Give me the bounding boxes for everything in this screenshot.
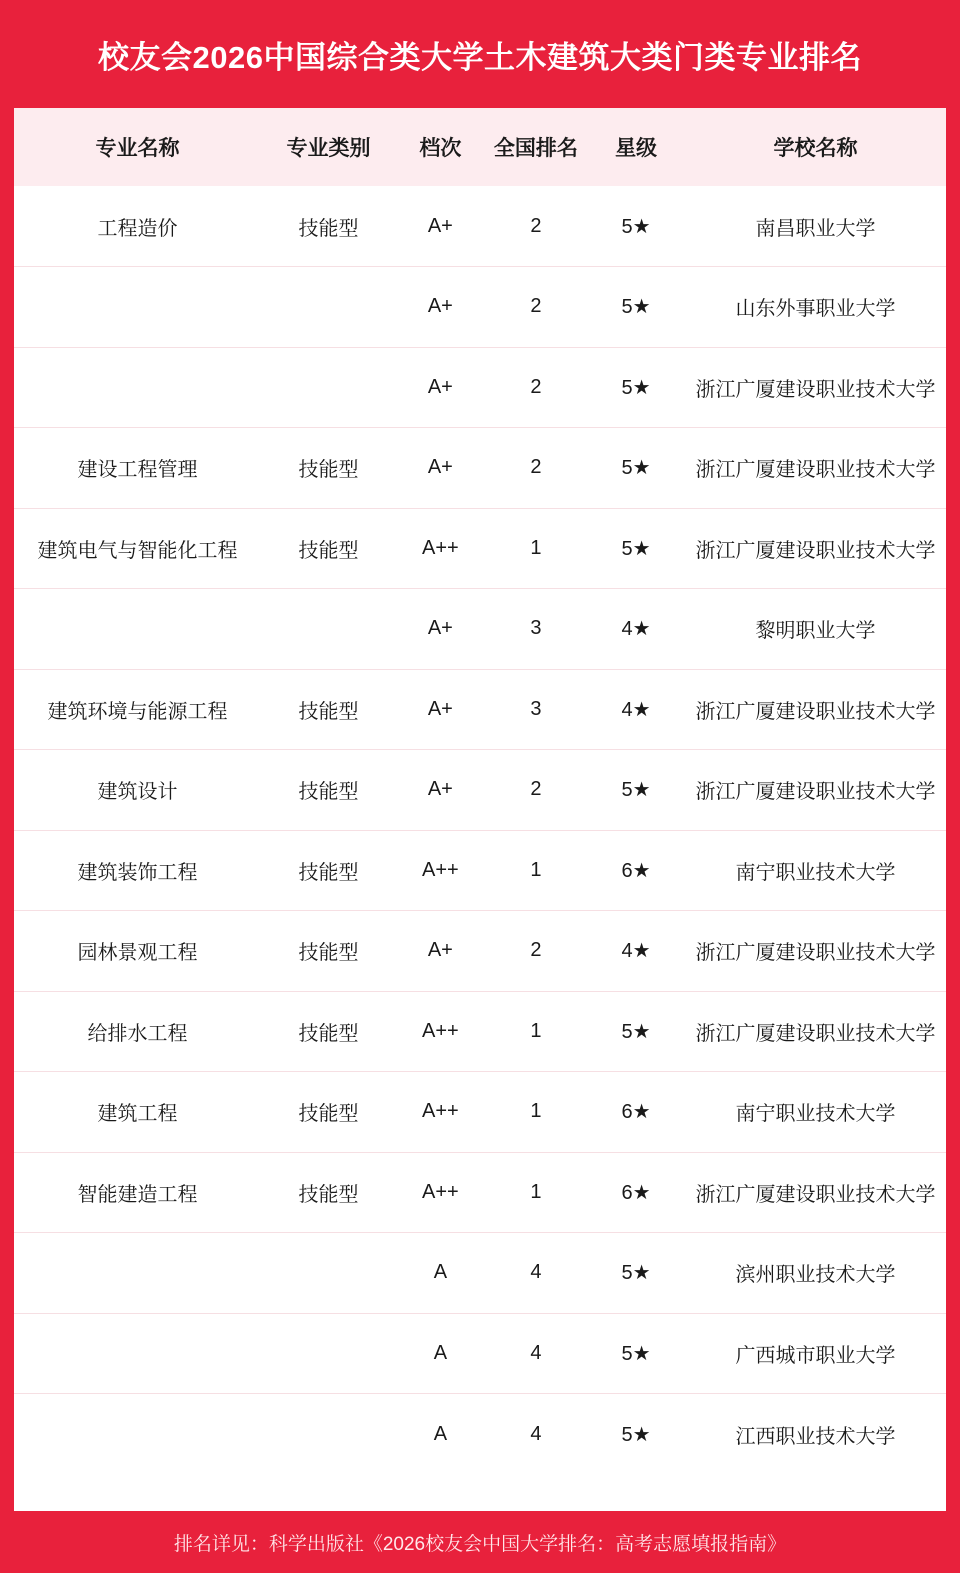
table-header-row bbox=[14, 108, 946, 186]
page-footer bbox=[14, 1511, 946, 1573]
column-header-school: 学校名称 bbox=[773, 137, 858, 160]
table-row bbox=[14, 186, 946, 267]
footer-note: 排名详见：科学出版社《2026校友会中国大学排名：高考志愿填报指南》 bbox=[173, 1533, 787, 1555]
cell-school: 浙江广厦建设职业技术大学 bbox=[695, 1022, 936, 1045]
cell-star: 5★ bbox=[621, 457, 651, 480]
cell-tier: A+ bbox=[427, 375, 453, 398]
cell-school: 浙江广厦建设职业技术大学 bbox=[695, 942, 936, 965]
cell-school: 南宁职业技术大学 bbox=[735, 861, 896, 884]
cell-rank: 2 bbox=[530, 295, 542, 318]
cell-major: 建筑设计 bbox=[97, 781, 178, 804]
cell-tier: A bbox=[433, 1261, 448, 1284]
cell-rank: 4 bbox=[530, 1341, 542, 1364]
cell-rank: 1 bbox=[530, 1180, 542, 1203]
cell-category bbox=[261, 347, 396, 428]
cell-major: 建筑装饰工程 bbox=[77, 861, 198, 884]
column-header-rank: 全国排名 bbox=[493, 137, 578, 160]
cell-major: 建筑工程 bbox=[97, 1103, 178, 1126]
cell-rank: 2 bbox=[530, 939, 542, 962]
ranking-table bbox=[14, 108, 946, 1474]
cell-tier: A++ bbox=[422, 858, 459, 881]
table-row bbox=[14, 1072, 946, 1153]
table-row bbox=[14, 267, 946, 348]
table-row bbox=[14, 428, 946, 509]
cell-category: 技能型 bbox=[298, 217, 359, 240]
cell-tier: A+ bbox=[427, 456, 453, 479]
table-head bbox=[14, 108, 946, 186]
cell-tier: A++ bbox=[422, 1019, 459, 1042]
cell-tier: A+ bbox=[427, 697, 453, 720]
table-row bbox=[14, 669, 946, 750]
cell-star: 5★ bbox=[621, 1020, 651, 1043]
cell-major: 工程造价 bbox=[97, 217, 178, 240]
table-body bbox=[14, 186, 946, 1474]
cell-tier: A++ bbox=[422, 1180, 459, 1203]
cell-major: 建设工程管理 bbox=[77, 459, 198, 482]
column-header-star: 星级 bbox=[615, 137, 658, 160]
cell-school: 南宁职业技术大学 bbox=[735, 1103, 896, 1126]
cell-rank: 2 bbox=[530, 214, 542, 237]
cell-star: 5★ bbox=[621, 779, 651, 802]
cell-star: 4★ bbox=[621, 618, 651, 641]
cell-category bbox=[261, 1394, 396, 1475]
cell-star: 6★ bbox=[621, 859, 651, 882]
cell-category: 技能型 bbox=[298, 700, 359, 723]
cell-star: 5★ bbox=[621, 537, 651, 560]
cell-tier: A++ bbox=[422, 1100, 459, 1123]
table-row bbox=[14, 911, 946, 992]
cell-category: 技能型 bbox=[298, 1183, 359, 1206]
table-row bbox=[14, 508, 946, 589]
cell-tier: A+ bbox=[427, 617, 453, 640]
cell-major bbox=[14, 267, 261, 348]
cell-category: 技能型 bbox=[298, 459, 359, 482]
ranking-table-container bbox=[14, 108, 946, 1511]
cell-category: 技能型 bbox=[298, 781, 359, 804]
table-row bbox=[14, 1152, 946, 1233]
cell-star: 5★ bbox=[621, 1262, 651, 1285]
cell-rank: 3 bbox=[530, 697, 542, 720]
cell-major bbox=[14, 1233, 261, 1314]
cell-star: 5★ bbox=[621, 1342, 651, 1365]
cell-major bbox=[14, 1394, 261, 1475]
cell-school: 山东外事职业大学 bbox=[735, 298, 896, 321]
cell-major bbox=[14, 1313, 261, 1394]
cell-category: 技能型 bbox=[298, 539, 359, 562]
cell-rank: 3 bbox=[530, 617, 542, 640]
cell-major: 建筑环境与能源工程 bbox=[47, 700, 228, 723]
cell-school: 南昌职业大学 bbox=[755, 217, 876, 240]
cell-tier: A+ bbox=[427, 214, 453, 237]
cell-rank: 1 bbox=[530, 1100, 542, 1123]
cell-school: 浙江广厦建设职业技术大学 bbox=[695, 700, 936, 723]
cell-school: 浙江广厦建设职业技术大学 bbox=[695, 1183, 936, 1206]
cell-star: 5★ bbox=[621, 1423, 651, 1446]
cell-star: 6★ bbox=[621, 1101, 651, 1124]
cell-school: 浙江广厦建设职业技术大学 bbox=[695, 539, 936, 562]
cell-tier: A+ bbox=[427, 778, 453, 801]
table-row bbox=[14, 1313, 946, 1394]
cell-rank: 2 bbox=[530, 778, 542, 801]
cell-school: 浙江广厦建设职业技术大学 bbox=[695, 459, 936, 482]
cell-major: 建筑电气与智能化工程 bbox=[37, 539, 238, 562]
cell-major: 给排水工程 bbox=[87, 1022, 188, 1045]
table-row bbox=[14, 830, 946, 911]
page-title: 校友会2026中国综合类大学土木建筑大类门类专业排名 bbox=[98, 39, 862, 75]
cell-category bbox=[261, 267, 396, 348]
cell-major bbox=[14, 347, 261, 428]
cell-category bbox=[261, 1233, 396, 1314]
cell-tier: A+ bbox=[427, 295, 453, 318]
table-row bbox=[14, 589, 946, 670]
cell-school: 滨州职业技术大学 bbox=[735, 1264, 896, 1287]
cell-tier: A++ bbox=[422, 536, 459, 559]
cell-school: 广西城市职业大学 bbox=[735, 1344, 896, 1367]
cell-star: 5★ bbox=[621, 215, 651, 238]
cell-rank: 1 bbox=[530, 858, 542, 881]
cell-star: 5★ bbox=[621, 376, 651, 399]
table-row bbox=[14, 991, 946, 1072]
cell-category: 技能型 bbox=[298, 1022, 359, 1045]
cell-category: 技能型 bbox=[298, 861, 359, 884]
table-row bbox=[14, 750, 946, 831]
column-header-major: 专业名称 bbox=[95, 137, 180, 160]
table-row bbox=[14, 1233, 946, 1314]
cell-category: 技能型 bbox=[298, 1103, 359, 1126]
cell-category bbox=[261, 1313, 396, 1394]
cell-category bbox=[261, 589, 396, 670]
cell-rank: 1 bbox=[530, 536, 542, 559]
cell-major: 园林景观工程 bbox=[77, 942, 198, 965]
cell-rank: 1 bbox=[530, 1019, 542, 1042]
cell-rank: 2 bbox=[530, 375, 542, 398]
table-row bbox=[14, 1394, 946, 1475]
cell-star: 6★ bbox=[621, 1181, 651, 1204]
column-header-category: 专业类别 bbox=[286, 137, 371, 160]
page-header bbox=[14, 0, 946, 108]
cell-tier: A bbox=[433, 1422, 448, 1445]
cell-major bbox=[14, 589, 261, 670]
cell-star: 4★ bbox=[621, 698, 651, 721]
column-header-tier: 档次 bbox=[419, 137, 462, 160]
cell-major: 智能建造工程 bbox=[77, 1183, 198, 1206]
cell-rank: 4 bbox=[530, 1422, 542, 1445]
cell-rank: 2 bbox=[530, 456, 542, 479]
table-row bbox=[14, 347, 946, 428]
cell-school: 黎明职业大学 bbox=[755, 620, 876, 643]
cell-school: 浙江广厦建设职业技术大学 bbox=[695, 781, 936, 804]
cell-school: 浙江广厦建设职业技术大学 bbox=[695, 378, 936, 401]
cell-category: 技能型 bbox=[298, 942, 359, 965]
cell-rank: 4 bbox=[530, 1261, 542, 1284]
cell-tier: A+ bbox=[427, 939, 453, 962]
cell-star: 4★ bbox=[621, 940, 651, 963]
cell-star: 5★ bbox=[621, 296, 651, 319]
cell-school: 江西职业技术大学 bbox=[735, 1425, 896, 1448]
cell-tier: A bbox=[433, 1341, 448, 1364]
